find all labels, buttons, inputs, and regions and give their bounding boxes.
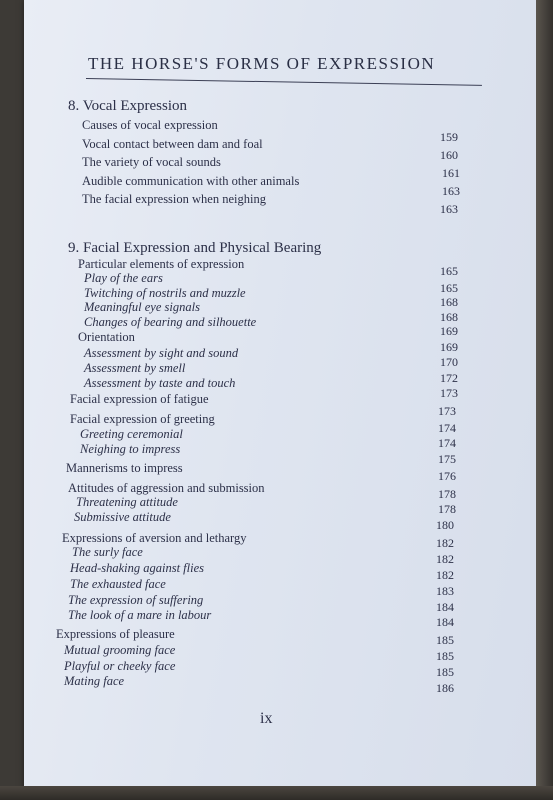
toc-entry: Audible communication with other animals: [82, 174, 300, 188]
toc-entry: Playful or cheeky face: [64, 659, 176, 673]
toc-page-number: 184: [436, 600, 454, 614]
toc-page-number: 168: [440, 295, 458, 309]
toc-page-number: 178: [438, 487, 456, 501]
toc-entry: Threatening attitude: [76, 495, 178, 509]
toc-entry: Assessment by smell: [84, 361, 186, 375]
toc-page-number: 174: [438, 436, 456, 450]
toc-page-number: 176: [438, 469, 456, 483]
toc-page-number: 165: [440, 264, 458, 278]
toc-page-number: 174: [438, 421, 456, 435]
toc-entry: Vocal contact between dam and foal: [82, 137, 263, 151]
toc-page-number: 169: [440, 324, 458, 338]
book-edge-right: [536, 0, 553, 800]
toc-entry: Facial expression of fatigue: [70, 392, 209, 406]
toc-entry: The variety of vocal sounds: [82, 155, 221, 169]
toc-page-number: 170: [440, 355, 458, 369]
toc-entry: Mating face: [64, 674, 125, 688]
toc-page-number: 159: [440, 130, 458, 144]
toc-page-number: 160: [440, 148, 458, 162]
toc-entry: Mutual grooming face: [64, 643, 176, 657]
toc-entry: Assessment by taste and touch: [84, 376, 236, 390]
toc-entry: Causes of vocal expression: [82, 118, 218, 132]
toc-page-number: 168: [440, 310, 458, 324]
toc-entry: Play of the ears: [84, 271, 163, 285]
toc-page-number: 185: [436, 633, 454, 647]
toc-page-number: 185: [436, 665, 454, 679]
toc-page-number: 183: [436, 584, 454, 598]
toc-entry: Greeting ceremonial: [80, 427, 183, 441]
chapter-heading: 8. Vocal Expression: [68, 98, 188, 114]
toc-entry: The surly face: [72, 545, 143, 559]
toc-entry: The facial expression when neighing: [82, 192, 266, 206]
toc-page-number: 165: [440, 281, 458, 295]
toc-entry: Orientation: [78, 330, 135, 344]
toc-entry: Meaningful eye signals: [84, 300, 200, 314]
toc-page-number: 184: [436, 615, 454, 629]
toc-page-number: 163: [440, 202, 458, 216]
toc-page-number: 173: [438, 404, 456, 418]
toc-entry: The look of a mare in labour: [68, 608, 212, 622]
toc-entry: Attitudes of aggression and submission: [68, 481, 265, 495]
toc-entry: Particular elements of expression: [78, 257, 245, 271]
toc-entry: Expressions of pleasure: [56, 627, 175, 641]
toc-entry: Mannerisms to impress: [66, 461, 183, 475]
running-header: THE HORSE'S FORMS OF EXPRESSION: [88, 54, 436, 73]
book-page: [24, 0, 536, 792]
toc-page-number: 161: [442, 166, 460, 180]
toc-entry: Assessment by sight and sound: [84, 346, 239, 360]
folio: ix: [260, 710, 273, 727]
toc-page-number: 185: [436, 649, 454, 663]
toc-page-number: 169: [440, 340, 458, 354]
toc-page-number: 173: [440, 386, 458, 400]
toc-entry: Submissive attitude: [74, 510, 171, 524]
toc-page-number: 186: [436, 681, 454, 695]
toc-page-number: 175: [438, 452, 456, 466]
toc-page-number: 180: [436, 518, 454, 532]
toc-entry: The exhausted face: [70, 577, 166, 591]
toc-page-number: 172: [440, 371, 458, 385]
toc-page-number: 182: [436, 568, 454, 582]
toc-entry: Facial expression of greeting: [70, 412, 215, 426]
header-rule: [86, 78, 482, 86]
toc-page-number: 182: [436, 536, 454, 550]
chapter-heading: 9. Facial Expression and Physical Bearing: [68, 240, 322, 256]
toc-entry: Neighing to impress: [80, 442, 181, 456]
toc-entry: Expressions of aversion and lethargy: [62, 531, 247, 545]
book-edge-bottom: [0, 786, 553, 800]
toc-entry: The expression of suffering: [68, 593, 204, 607]
toc-page-number: 182: [436, 552, 454, 566]
toc-page-number: 163: [442, 184, 460, 198]
toc-page-number: 178: [438, 502, 456, 516]
toc-entry: Twitching of nostrils and muzzle: [84, 286, 246, 300]
toc-entry: Head-shaking against flies: [70, 561, 205, 575]
toc-entry: Changes of bearing and silhouette: [84, 315, 257, 329]
